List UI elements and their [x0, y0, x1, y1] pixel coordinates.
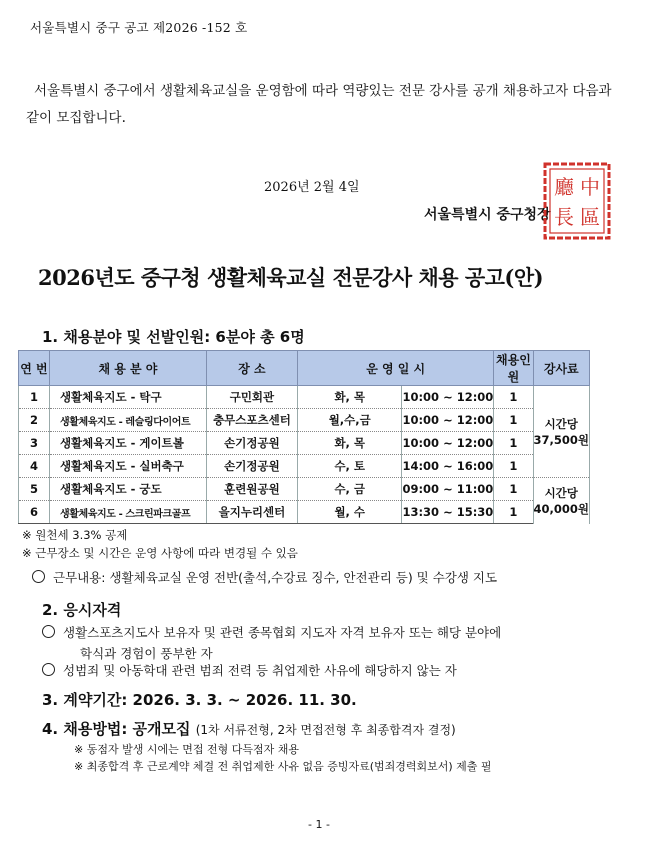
row-time: 10:00 ~ 12:00 [402, 409, 494, 432]
row-count: 1 [494, 386, 533, 409]
row-place: 충무스포츠센터 [206, 409, 297, 432]
official-seal-icon [541, 160, 613, 242]
section4-title: 4. 채용방법: 공개모집 [42, 720, 191, 738]
table-row [19, 409, 590, 432]
row-time: 13:30 ~ 15:30 [402, 501, 494, 524]
row-place: 훈련원공원 [206, 478, 297, 501]
row-no: 4 [19, 455, 50, 478]
row-no: 2 [19, 409, 50, 432]
row-days: 화, 목 [298, 432, 402, 455]
fee-b-label: 시간당 [544, 485, 578, 500]
notice-number: 서울특별시 중구 공고 제2026 -152 호 [30, 20, 248, 35]
row-no: 1 [19, 386, 50, 409]
row-count: 1 [494, 501, 533, 524]
row-field: 생활체육지도 - 탁구 [49, 386, 206, 409]
qualification-1-text: 생활스포츠지도사 보유자 및 관련 종목협회 지도자 자격 보유자 또는 해당 분야에 [63, 625, 502, 640]
row-field: 생활체육지도 - 실버축구 [49, 455, 206, 478]
header-count: 채용인원 [494, 351, 533, 386]
row-place: 을지누리센터 [206, 501, 297, 524]
table-row [19, 478, 590, 501]
row-time: 10:00 ~ 12:00 [402, 386, 494, 409]
table-row [19, 386, 590, 409]
header-schedule: 운 영 일 시 [298, 351, 494, 386]
tie-break-note: ※ 동점자 발생 시에는 면접 전형 다득점자 채용 [74, 743, 299, 756]
issuer-name: 서울특별시 중구청장 [424, 207, 551, 223]
svg-text:廳: 廳 [554, 175, 574, 199]
row-field: 생활체육지도 - 스크린파크골프 [49, 501, 206, 524]
circle-bullet-icon [42, 663, 55, 676]
row-time: 09:00 ~ 11:00 [402, 478, 494, 501]
header-field: 채 용 분 야 [49, 351, 206, 386]
section1-heading: 1. 채용분야 및 선발인원: 6분야 총 6명 [42, 328, 305, 346]
table-row [19, 501, 590, 524]
qualification-item-2 [42, 661, 457, 679]
header-place: 장 소 [206, 351, 297, 386]
page-number: - 1 - [308, 818, 330, 831]
fee-a-value: 37,500원 [533, 432, 589, 447]
duty-text: 근무내용: 생활체육교실 운영 전반(출석,수강료 징수, 안전관리 등) 및 수강생 지도 [53, 570, 498, 585]
row-days: 월,수,금 [298, 409, 402, 432]
row-count: 1 [494, 409, 533, 432]
fee-b-value: 40,000원 [533, 501, 589, 516]
row-time: 14:00 ~ 16:00 [402, 455, 494, 478]
section2-heading: 2. 응시자격 [42, 601, 122, 619]
page-title: 2026년도 중구청 생활체육교실 전문강사 채용 공고(안) [38, 265, 544, 290]
row-no: 6 [19, 501, 50, 524]
row-days: 수, 토 [298, 455, 402, 478]
row-days: 월, 수 [298, 501, 402, 524]
circle-bullet-icon [32, 570, 45, 583]
section4-heading [42, 718, 456, 739]
row-count: 1 [494, 455, 533, 478]
row-count: 1 [494, 432, 533, 455]
schedule-change-note: ※ 근무장소 및 시간은 운영 사항에 따라 변경될 수 있음 [22, 546, 298, 560]
row-place: 손기정공원 [206, 432, 297, 455]
document-submission-note: ※ 최종합격 후 근로계약 체결 전 취업제한 사유 없음 증빙자료(범죄경력회보서) 제출 필 [74, 760, 492, 773]
svg-text:長: 長 [554, 205, 574, 229]
qualification-2-text: 성범죄 및 아동학대 관련 범죄 전력 등 취업제한 사유에 해당하지 않는 자 [63, 663, 457, 678]
fee-cell-a [533, 386, 590, 478]
section4-subtitle: (1차 서류전형, 2차 면접전형 후 최종합격자 결정) [195, 723, 456, 737]
fee-a-label: 시간당 [544, 416, 578, 431]
duty-item [32, 568, 497, 586]
row-place: 구민회관 [206, 386, 297, 409]
notice-date: 2026년 2월 4일 [264, 180, 360, 195]
circle-bullet-icon [42, 625, 55, 638]
row-field: 생활체육지도 - 레슬링다이어트 [49, 409, 206, 432]
header-fee: 강사료 [533, 351, 590, 386]
row-place: 손기정공원 [206, 455, 297, 478]
row-no: 5 [19, 478, 50, 501]
qualification-item-1 [42, 621, 602, 644]
svg-text:區: 區 [580, 205, 600, 229]
qualification-1-continued: 학식과 경험이 풍부한 자 [80, 646, 213, 661]
fee-cell-b [533, 478, 590, 524]
row-count: 1 [494, 478, 533, 501]
recruitment-table [18, 350, 590, 524]
row-field: 생활체육지도 - 궁도 [49, 478, 206, 501]
table-header-row [19, 351, 590, 386]
intro-paragraph: 서울특별시 중구에서 생활체육교실을 운영함에 따라 역량있는 전문 강사를 공개 채용하고자 다음과 같이 모집합니다. [26, 83, 612, 126]
svg-text:中: 中 [580, 175, 600, 199]
header-no: 연 번 [19, 351, 50, 386]
row-days: 수, 금 [298, 478, 402, 501]
section3-contract-period: 3. 계약기간: 2026. 3. 3. ~ 2026. 11. 30. [42, 691, 357, 709]
row-field: 생활체육지도 - 게이트볼 [49, 432, 206, 455]
row-time: 10:00 ~ 12:00 [402, 432, 494, 455]
table-row [19, 432, 590, 455]
tax-note: ※ 원천세 3.3% 공제 [22, 528, 128, 542]
table-row [19, 455, 590, 478]
row-no: 3 [19, 432, 50, 455]
row-days: 화, 목 [298, 386, 402, 409]
